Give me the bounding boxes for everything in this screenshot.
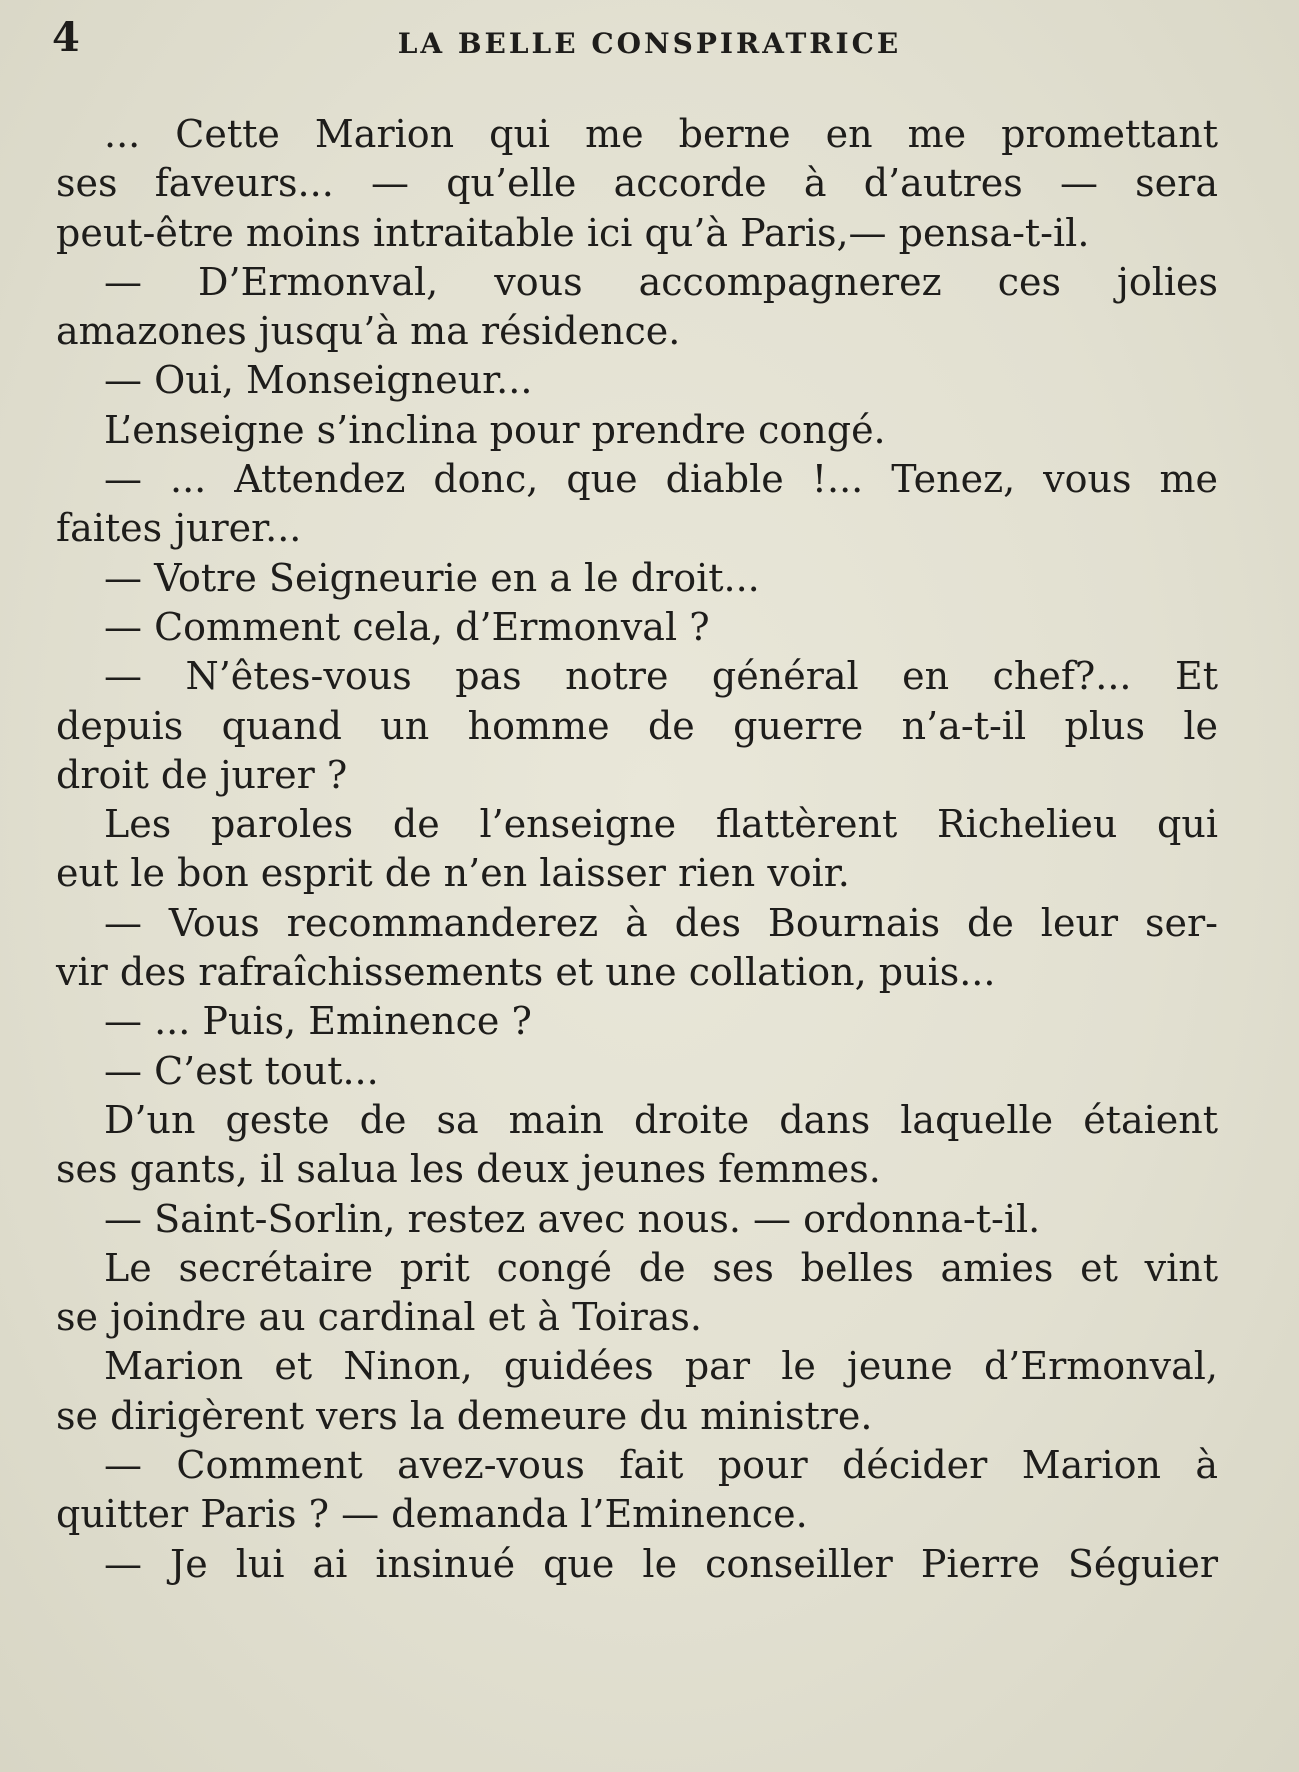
text-line: — C’est tout... <box>104 1048 379 1093</box>
text-line: D’un geste de sa main droite dans laquelle étaient <box>104 1097 1218 1142</box>
text-line: amazones jusqu’à ma résidence. <box>56 309 681 354</box>
text-line: peut-être moins intraitable ici qu’à Paris,— pensa-t-il. <box>56 210 1090 255</box>
text-line: vir des rafraîchissements et une collation, puis... <box>56 950 996 995</box>
text-line: — ... Attendez donc, que diable !... Tenez, vous me <box>104 457 1218 502</box>
text-line: ses gants, il salua les deux jeunes femmes. <box>56 1147 881 1192</box>
text-line: se dirigèrent vers la demeure du ministre. <box>56 1393 873 1438</box>
text-body <box>56 110 1218 1589</box>
text-line: — Saint-Sorlin, restez avec nous. — ordonna-t-il. <box>104 1196 1041 1241</box>
text-line: faites jurer... <box>56 506 302 551</box>
text-line: — Comment avez-vous fait pour décider Marion à <box>104 1443 1218 1488</box>
text-line: Les paroles de l’enseigne flattèrent Richelieu qui <box>104 802 1218 847</box>
text-line: — Oui, Monseigneur... <box>104 358 533 403</box>
text-line: — Vous recommanderez à des Bournais de leur ser- <box>104 900 1218 945</box>
page-number: 4 <box>52 14 80 61</box>
text-line: — Comment cela, d’Ermonval ? <box>104 604 710 649</box>
text-line: depuis quand un homme de guerre n’a-t-il plus le <box>56 703 1218 748</box>
text-line: droit de jurer ? <box>56 752 348 797</box>
text-line: L’enseigne s’inclina pour prendre congé. <box>104 407 886 452</box>
text-line: — ... Puis, Eminence ? <box>104 999 532 1044</box>
text-line: ses faveurs... — qu’elle accorde à d’autres — sera <box>56 161 1218 206</box>
text-line: se joindre au cardinal et à Toiras. <box>56 1295 702 1340</box>
text-line: quitter Paris ? — demanda l’Eminence. <box>56 1492 808 1537</box>
text-line: Marion et Ninon, guidées par le jeune d’Ermonval, <box>104 1344 1218 1389</box>
text-line: — Je lui ai insinué que le conseiller Pierre Séguier <box>104 1541 1218 1586</box>
text-line: — D’Ermonval, vous accompagnerez ces jolies <box>104 259 1218 304</box>
text-line: Le secrétaire prit congé de ses belles amies et vint <box>104 1245 1218 1290</box>
text-line: — Votre Seigneurie en a le droit... <box>104 555 760 600</box>
text-line: — N’êtes-vous pas notre général en chef?... Et <box>104 654 1218 699</box>
running-head: LA BELLE CONSPIRATRICE <box>397 27 902 60</box>
text-line: eut le bon esprit de n’en laisser rien voir. <box>56 851 850 896</box>
text-line: ... Cette Marion qui me berne en me promettant <box>104 112 1218 156</box>
